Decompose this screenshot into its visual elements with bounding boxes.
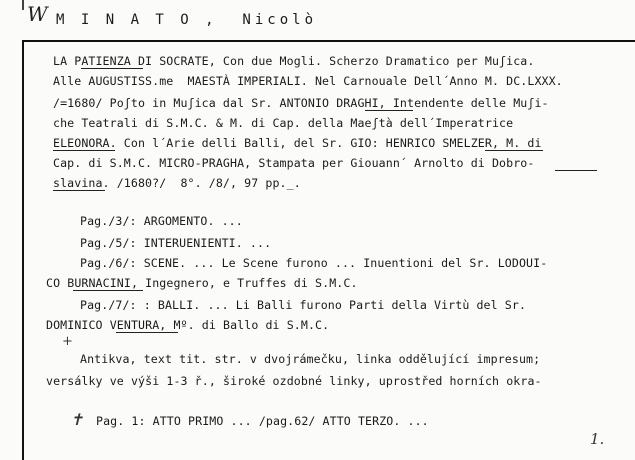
bottom-cross-mark: ✝ bbox=[70, 410, 84, 429]
text-line-7: slavina. /1680?/ 8°. /8/, 97 pp._. bbox=[53, 176, 301, 190]
card-border-left bbox=[22, 40, 24, 460]
small-cross-mark: + bbox=[62, 334, 73, 349]
card-border-top bbox=[22, 40, 635, 42]
text-line-6: Cap. di S.M.C. MICRO-PRAGHA, Stampata per Giouann´ Arnolto di Dobro- bbox=[53, 156, 535, 170]
text-line-14: Antikva, text tit. str. v dvojrámečku, linka oddělující impresum; bbox=[80, 352, 541, 366]
underline-ventura bbox=[116, 332, 178, 333]
text-line-2: Alle AUGUSTISS.me MAESTÀ IMPERIALI. Nel Carnouale Dell´Anno M. DC.LXXX. bbox=[53, 74, 563, 88]
underline-eleonora bbox=[53, 150, 115, 151]
text-line-5: ELEONORA. Con l´Arie delli Balli, del Sr. GIO: HENRICO SMELZER, M. di bbox=[53, 136, 542, 150]
text-line-12: Pag./7/: : BALLI. ... Li Balli furono Parti della Virtù del Sr. bbox=[80, 298, 527, 312]
text-line-15: versálky ve výši 1-3 ř., široké ozdobné linky, uprostřed horních okra- bbox=[46, 374, 542, 388]
bottom-right-handwritten-mark: 1. bbox=[590, 430, 605, 448]
card-border-top-edge bbox=[22, 0, 24, 10]
text-line-16: Pag. 1: ATTO PRIMO ... /pag.62/ ATTO TERZO. ... bbox=[96, 414, 429, 428]
underline-burnacini bbox=[73, 290, 143, 291]
underline-slavina bbox=[53, 190, 105, 191]
text-line-8: Pag./3/: ARGOMENTO. ... bbox=[80, 214, 243, 228]
underline-smelzer bbox=[485, 150, 543, 151]
text-line-9: Pag./5/: INTERUENIENTI. ... bbox=[80, 236, 272, 250]
text-line-10: Pag./6/: SCENE. ... Le Scene furono ... Inuentioni del Sr. LODOUI- bbox=[80, 256, 548, 270]
text-line-3: /=1680/ Poʃto in Muʃica dal Sr. ANTONIO DRAGHI, Intendente delle Muʃi- bbox=[53, 96, 549, 110]
text-line-4: che Teatrali di S.M.C. & M. di Cap. della Maeʃtà dell´Imperatrice bbox=[53, 116, 514, 130]
underline-dobro bbox=[555, 170, 597, 171]
underline-patienza bbox=[81, 68, 143, 69]
author-heading: M I N A T O , Nicolò bbox=[56, 12, 318, 28]
text-line-1: LA PATIENZA DI SOCRATE, Con due Mogli. Scherzo Dramatico per Muʃica. bbox=[53, 54, 535, 68]
underline-draghi bbox=[365, 110, 413, 111]
text-line-11: CO BURNACINI, Ingegnero, e Truffes di S.M.C. bbox=[46, 276, 358, 290]
corner-handwritten-mark: W bbox=[27, 2, 48, 26]
text-line-13: DOMINICO VENTURA, Mº. di Ballo di S.M.C. bbox=[46, 318, 330, 332]
